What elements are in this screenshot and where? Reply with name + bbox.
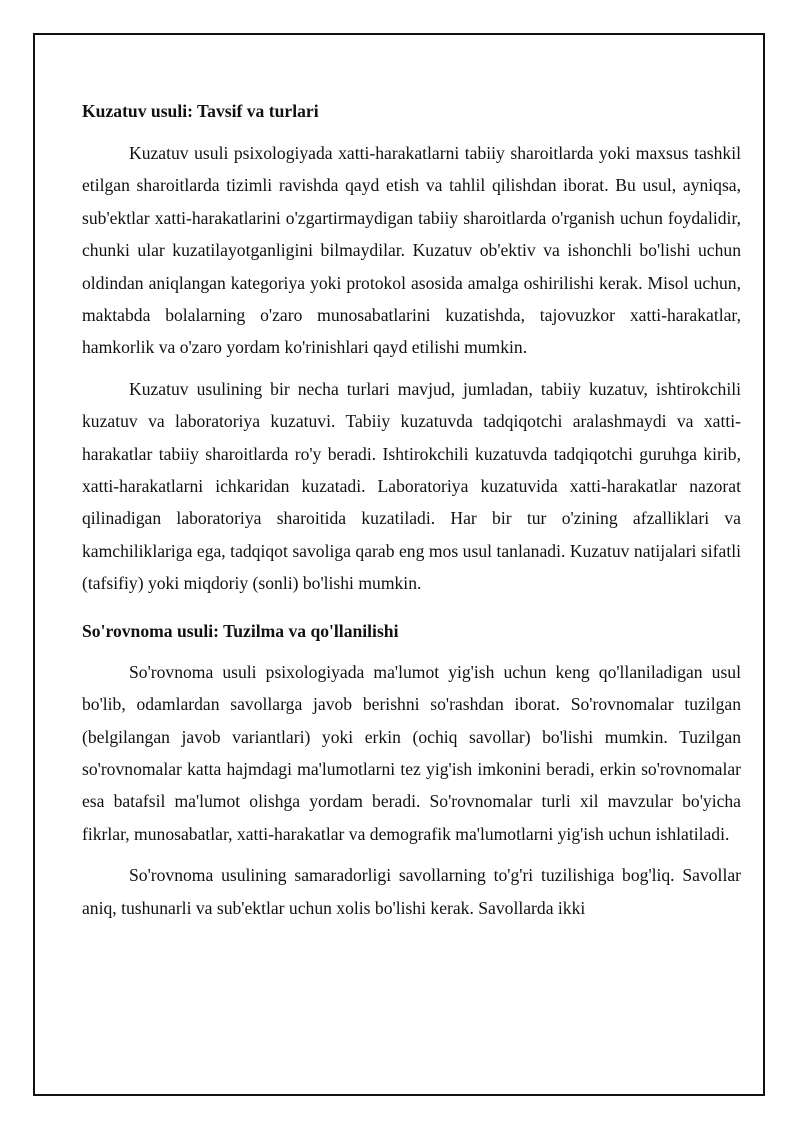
paragraph-survey-description: So'rovnoma usuli psixologiyada ma'lumot yig'ish uchun keng qo'llaniladigan usul bo'lib, odamlardan savollarga javob berishni so'rashdan iborat. So'rovnomalar tuzilgan (belgilangan javob variantlari) yoki erkin (ochiq savollar) bo'lishi mumkin. Tuzilgan so'rovnomalar katta hajmdagi ma'lumotlarni tez yig'ish imkonini beradi, erkin so'rovnomalar esa batafsil ma'lumot olishga yordam beradi. So'rovnomalar turli xil mavzular bo'yicha fikrlar, munosabatlar, xatti-harakatlar va demografik ma'lumotlarni yig'ish uchun ishlatiladi. [82, 661, 741, 844]
document-body [82, 96, 741, 933]
section-heading-survey: So'rovnoma usuli: Tuzilma va qo'llanilishi [82, 620, 399, 641]
section-heading-observation: Kuzatuv usuli: Tavsif va turlari [82, 101, 319, 121]
paragraph-observation-types: Kuzatuv usulining bir necha turlari mavjud, jumladan, tabiiy kuzatuv, ishtirokchili kuzatuv va laboratoriya kuzatuvi. Tabiiy kuzatuvda tadqiqotchi aralashmaydi va xatti-harakatlar tabiiy sharoitlarda ro'y beradi. Ishtirokchili kuzatuvda tadqiqotchi guruhga kirib, xatti-harakatlarni ichkaridan kuzatadi. Laboratoriya kuzatuvida xatti-harakatlar nazorat qilinadigan laboratoriya sharoitida kuzatiladi. Har bir tur o'zining afzalliklari va kamchiliklariga ega, tadqiqot savoliga qarab eng mos usul tanlanadi. Kuzatuv natijalari sifatli (tafsifiy) yoki miqdoriy (sonli) bo'lishi mumkin. [82, 378, 741, 594]
paragraph-observation-description: Kuzatuv usuli psixologiyada xatti-harakatlarni tabiiy sharoitlarda yoki maxsus tashkil etilgan sharoitlarda tizimli ravishda qayd etish va tahlil qilishdan iborat. Bu usul, ayniqsa, sub'ektlar xatti-harakatlarini o'zgartirmaydigan tabiiy sharoitlarda o'rganish uchun foydalidir, chunki ular kuzatilayotganligini bilmaydilar. Kuzatuv ob'ektiv va ishonchli bo'lishi uchun oldindan aniqlangan kategoriya yoki protokol asosida amalga oshirilishi kerak. Misol uchun, maktabda bolalarning o'zaro munosabatlarini kuzatishda, tajovuzkor xatti-harakatlar, hamkorlik va o'zaro yordam ko'rinishlari qayd etilishi mumkin. [82, 143, 741, 358]
paragraph-survey-effectiveness: So'rovnoma usulining samaradorligi savollarning to'g'ri tuzilishiga bog'liq. Savollar aniq, tushunarli va sub'ektlar uchun xolis bo'lishi kerak. Savollarda ikki [82, 865, 741, 918]
